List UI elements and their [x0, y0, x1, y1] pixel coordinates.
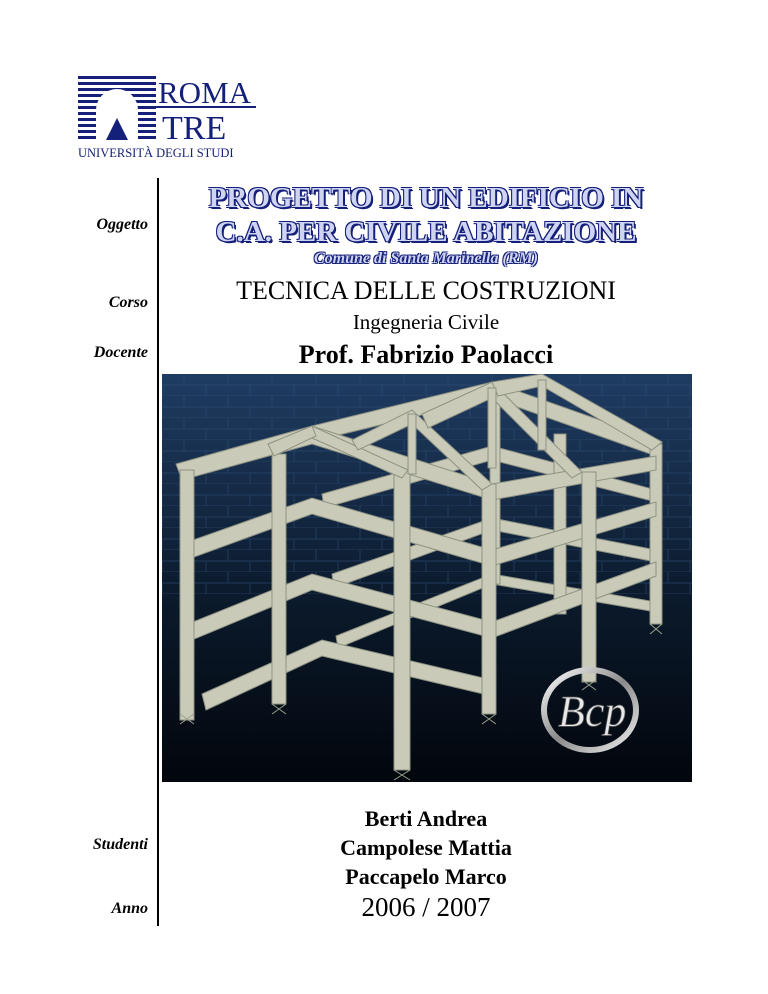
render-watermark: Bcp — [558, 687, 627, 736]
label-teacher: Docente — [93, 344, 148, 361]
teacher-name: Prof. Fabrizio Paolacci — [298, 340, 554, 369]
students-list — [160, 804, 692, 891]
degree-name: Ingegneria Civile — [352, 310, 500, 334]
student-name: Berti Andrea — [364, 806, 488, 831]
logo-line3: UNIVERSITÀ DEGLI STUDI — [78, 146, 234, 160]
label-subject: Oggetto — [96, 216, 148, 233]
title-line2: C.A. PER CIVILE ABITAZIONE — [215, 216, 637, 248]
university-logo — [78, 76, 258, 160]
logo-line2: TRE — [162, 110, 227, 147]
project-location: Comune di Santa Marinella (RM) — [313, 250, 539, 267]
label-year: Anno — [111, 900, 148, 917]
building-render-image — [162, 374, 692, 782]
vertical-divider — [157, 178, 159, 926]
logo-line1: ROMA — [158, 76, 252, 110]
building-frame-3d-model-icon — [162, 374, 692, 782]
roma-tre-logo-icon — [78, 76, 258, 160]
label-students: Studenti — [92, 836, 148, 853]
title-line1: PROGETTO DI UN EDIFICIO IN — [208, 182, 644, 214]
course-name: TECNICA DELLE COSTRUZIONI — [236, 276, 616, 305]
label-course: Corso — [108, 294, 148, 311]
student-name: Campolese Mattia — [340, 835, 512, 860]
academic-year: 2006 / 2007 — [361, 892, 491, 922]
student-name: Paccapelo Marco — [345, 864, 507, 889]
